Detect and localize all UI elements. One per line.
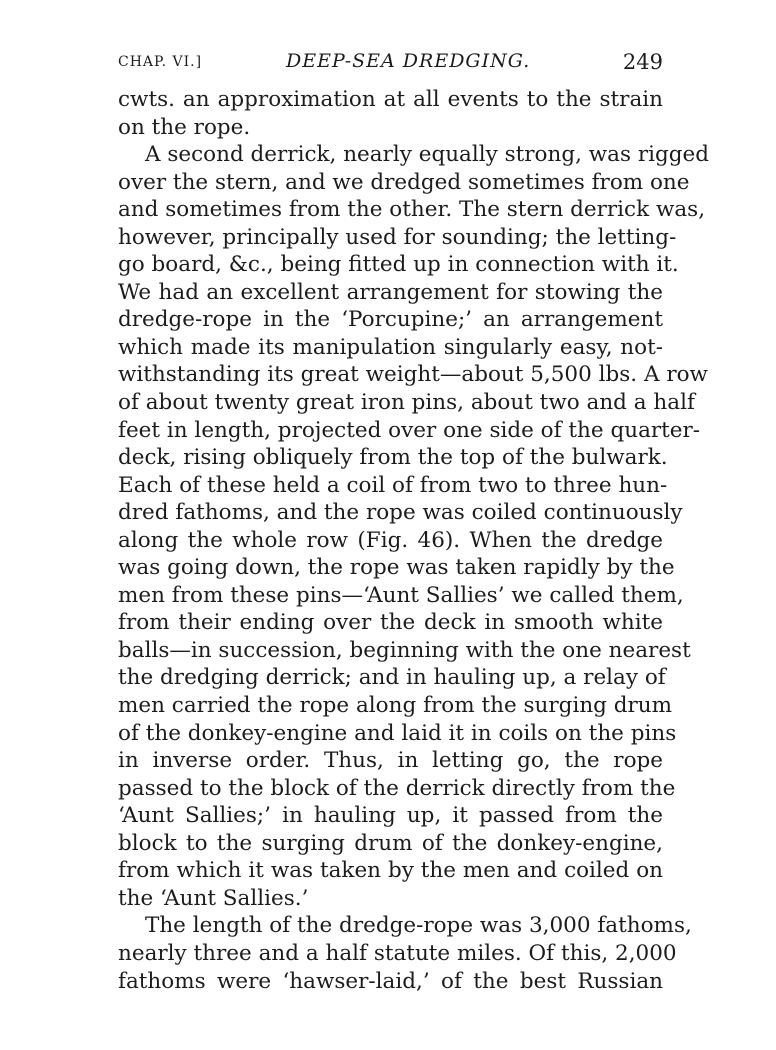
text-line: was going down, the rope was taken rapidly by the [118,555,675,581]
text-line: men from these pins—‘Aunt Sallies’ we called them, [118,582,684,608]
text-line: withstanding its great weight—about 5,500 lbs. A row [118,362,708,388]
text-line: of about twenty great iron pins, about two and a half [118,390,695,416]
text-line: dred fathoms, and the rope was coiled continuously [118,500,683,526]
text-line: We had an excellent arrangement for stowing the [118,279,663,305]
running-head [118,50,663,78]
text-line: deck, rising obliquely from the top of the bulwark. [118,445,668,471]
text-line: men carried the rope along from the surging drum [118,693,673,719]
text-line: feet in length, projected over one side of the quarter- [118,417,701,443]
page-number: 249 [622,50,663,74]
text-line: A second derrick, nearly equally strong, was rigged [145,142,710,168]
text-line: along the whole row (Fig. 46). When the dredge [118,527,663,553]
text-line: on the rope. [118,114,251,140]
text-line: however, principally used for sounding; the letting- [118,224,677,250]
chapter-label: CHAP. VI.] [118,54,203,70]
text-line: nearly three and a half statute miles. Of this, 2,000 [118,940,677,966]
text-line: the ‘Aunt Sallies.’ [118,885,309,911]
running-title: DEEP-SEA DREDGING. [286,50,531,72]
text-line: fathoms were ‘hawser-laid,’ of the best Russian [118,968,663,994]
text-line: in inverse order. Thus, in letting go, the rope [118,748,663,774]
body-text [118,86,710,995]
text-line: ‘Aunt Sallies;’ in hauling up, it passed from the [118,803,663,829]
text-line: balls—in succession, beginning with the one nearest [118,637,691,663]
text-line: The length of the dredge-rope was 3,000 fathoms, [145,913,692,939]
text-line: passed to the block of the derrick directly from the [118,775,676,801]
text-line: block to the surging drum of the donkey-engine, [118,830,663,856]
text-line: which made its manipulation singularly easy, not- [118,334,663,360]
text-line: of the donkey-engine and laid it in coils on the pins [118,720,677,746]
text-line: and sometimes from the other. The stern derrick was, [118,197,706,223]
text-line: from which it was taken by the men and coiled on [118,858,663,884]
text-line: dredge-rope in the ‘Porcupine;’ an arrangement [118,307,663,333]
text-line: cwts. an approximation at all events to the strain [118,87,663,112]
text-line: from their ending over the deck in smooth white [118,610,663,636]
text-line: go board, &c., being fitted up in connection with it. [118,252,679,278]
text-line: Each of these held a coil of from two to three hun- [118,472,668,498]
text-line: the dredging derrick; and in hauling up, a relay of [118,665,666,691]
text-line: over the stern, and we dredged sometimes from one [118,169,690,195]
